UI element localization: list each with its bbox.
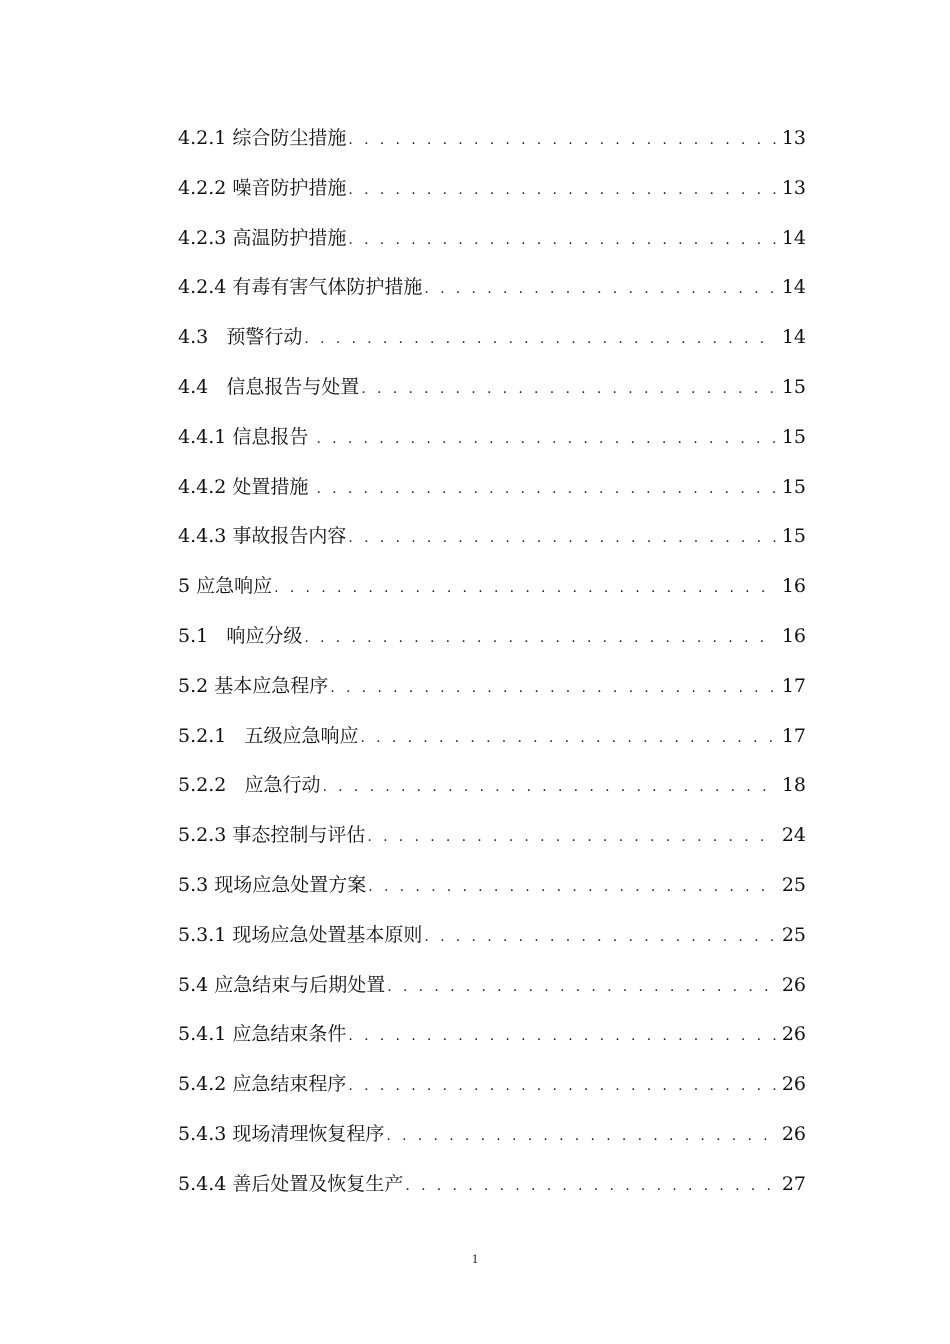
- toc-dot-leader: [348, 1060, 776, 1112]
- toc-entry-label: 5.4.4 善后处置及恢复生产: [178, 1172, 404, 1195]
- toc-dot-leader: [316, 413, 776, 465]
- toc-entry[interactable]: [178, 263, 806, 313]
- toc-entry-page: 14: [781, 276, 806, 299]
- toc-dot-leader: [368, 861, 776, 913]
- toc-entry[interactable]: [178, 214, 806, 264]
- toc-entry[interactable]: [178, 712, 806, 762]
- toc-entry[interactable]: [178, 114, 806, 164]
- toc-entry-page: 15: [781, 425, 806, 448]
- toc-dot-leader: [367, 811, 776, 863]
- toc-dot-leader: [304, 612, 776, 664]
- toc-dot-leader: [348, 114, 776, 166]
- toc-entry[interactable]: [178, 512, 806, 562]
- toc-entry[interactable]: [178, 313, 806, 363]
- toc-entry[interactable]: [178, 811, 806, 861]
- toc-entry[interactable]: [178, 861, 806, 911]
- toc-entry[interactable]: [178, 961, 806, 1011]
- toc-dot-leader: [386, 1110, 776, 1162]
- toc-entry[interactable]: [178, 413, 806, 463]
- toc-dot-leader: [360, 712, 776, 764]
- toc-entry-page: 15: [781, 525, 806, 548]
- toc-entry-page: 25: [781, 923, 806, 946]
- toc-entry-label: 5.4.1 应急结束条件: [178, 1023, 347, 1046]
- toc-dot-leader: [322, 761, 776, 813]
- toc-entry[interactable]: [178, 612, 806, 662]
- toc-entry-label: 5.2.2 应急行动: [178, 774, 321, 797]
- toc-entry[interactable]: [178, 562, 806, 612]
- toc-entry-page: 17: [781, 724, 806, 747]
- toc-entry-label: 4.4.2 处置措施: [178, 475, 315, 498]
- page-number: 1: [471, 1251, 479, 1266]
- toc-dot-leader: [387, 961, 776, 1013]
- toc-entry-label: 5.4 应急结束与后期处置: [178, 973, 386, 996]
- toc-dot-leader: [348, 214, 776, 266]
- toc-dot-leader: [348, 1010, 776, 1062]
- toc-entry-label: 4.2.3 高温防护措施: [178, 226, 347, 249]
- toc-entry-page: 26: [781, 973, 806, 996]
- toc-entry-page: 26: [781, 1073, 806, 1096]
- toc-entry-label: 4.2.4 有毒有害气体防护措施: [178, 276, 423, 299]
- toc-entry-page: 15: [781, 475, 806, 498]
- toc-dot-leader: [405, 1160, 776, 1212]
- toc-dot-leader: [361, 363, 776, 415]
- toc-entry-page: 14: [781, 226, 806, 249]
- toc-entry-page: 24: [781, 824, 806, 847]
- toc-entry-label: 5.2 基本应急程序: [178, 674, 329, 697]
- toc-entry-label: 5.4.3 现场清理恢复程序: [178, 1122, 385, 1145]
- toc-entry-page: 13: [781, 176, 806, 199]
- toc-entry[interactable]: [178, 911, 806, 961]
- toc-entry-label: 5.2.3 事态控制与评估: [178, 824, 366, 847]
- toc-dot-leader: [330, 662, 776, 714]
- toc-dot-leader: [424, 263, 776, 315]
- toc-entry-label: 5.4.2 应急结束程序: [178, 1073, 347, 1096]
- toc-entry-page: 26: [781, 1122, 806, 1145]
- toc-dot-leader: [316, 463, 776, 515]
- toc-entry-label: 4.2.2 噪音防护措施: [178, 176, 347, 199]
- toc-dot-leader: [348, 512, 776, 564]
- table-of-contents: [178, 114, 806, 1210]
- toc-entry-label: 4.3 预警行动: [178, 326, 303, 349]
- toc-entry-label: 5.2.1 五级应急响应: [178, 724, 359, 747]
- toc-dot-leader: [348, 164, 776, 216]
- toc-entry[interactable]: [178, 662, 806, 712]
- toc-entry[interactable]: [178, 164, 806, 214]
- toc-entry[interactable]: [178, 363, 806, 413]
- toc-entry[interactable]: [178, 1160, 806, 1210]
- toc-entry-page: 13: [781, 127, 806, 149]
- toc-dot-leader: [274, 562, 776, 614]
- toc-entry-label: 4.4.1 信息报告: [178, 425, 315, 448]
- toc-entry[interactable]: [178, 463, 806, 513]
- toc-entry[interactable]: [178, 1010, 806, 1060]
- toc-entry[interactable]: [178, 1060, 806, 1110]
- toc-entry-page: 25: [781, 873, 806, 896]
- toc-entry-label: 5.3 现场应急处置方案: [178, 873, 367, 896]
- toc-entry[interactable]: [178, 1110, 806, 1160]
- toc-entry-page: 17: [781, 674, 806, 697]
- toc-entry-page: 27: [781, 1172, 806, 1195]
- toc-entry-page: 18: [781, 774, 806, 797]
- toc-dot-leader: [304, 313, 776, 365]
- toc-entry-page: 16: [781, 575, 806, 598]
- toc-entry-page: 15: [781, 375, 806, 398]
- toc-entry-label: 4.4.3 事故报告内容: [178, 525, 347, 548]
- toc-entry-label: 5 应急响应: [178, 575, 273, 598]
- toc-dot-leader: [424, 911, 776, 963]
- toc-entry-label: 4.4 信息报告与处置: [178, 375, 360, 398]
- toc-entry-label: 4.2.1 综合防尘措施: [178, 127, 347, 149]
- toc-entry[interactable]: [178, 761, 806, 811]
- toc-entry-page: 14: [781, 326, 806, 349]
- toc-entry-label: 5.1 响应分级: [178, 624, 303, 647]
- toc-entry-page: 26: [781, 1023, 806, 1046]
- toc-entry-page: 16: [781, 624, 806, 647]
- toc-entry-label: 5.3.1 现场应急处置基本原则: [178, 923, 423, 946]
